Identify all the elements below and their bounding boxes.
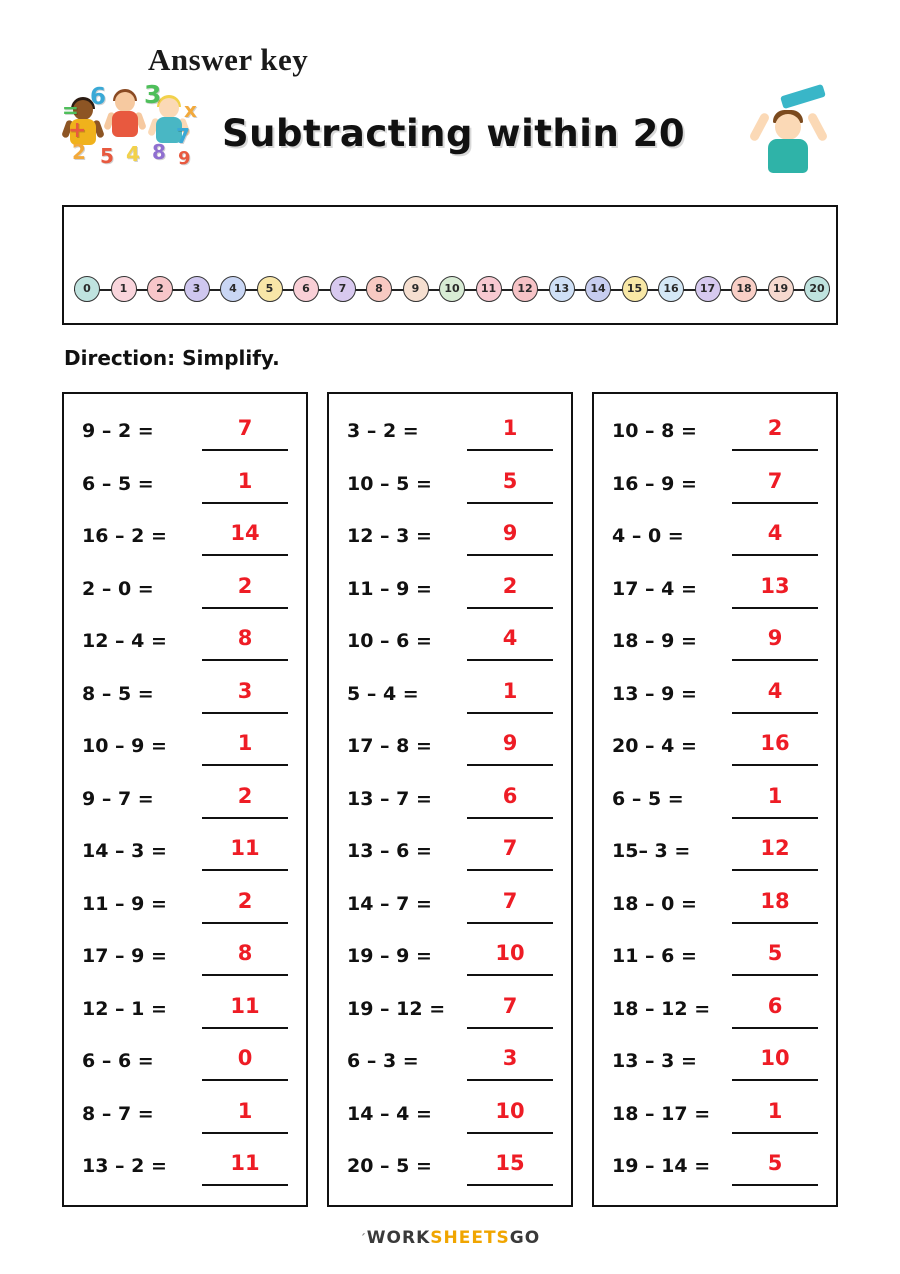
problem-expression: 12 – 4 = [82, 630, 167, 652]
problem-expression: 14 – 3 = [82, 840, 167, 862]
number-line-node-17: 17 [695, 276, 721, 302]
problem-expression: 13 – 3 = [612, 1050, 697, 1072]
answer-blank-line [202, 764, 288, 766]
answer-blank-line [732, 554, 818, 556]
logo-sheets: SHEETS [430, 1228, 510, 1248]
problem-expression: 16 – 9 = [612, 472, 697, 495]
direction-text: Direction: Simplify. [64, 346, 280, 370]
problem-expression: 11 – 6 = [612, 945, 697, 967]
problem-row [82, 620, 292, 672]
problem-row [612, 1145, 822, 1197]
decor-number-6: 6 [90, 84, 107, 110]
number-line-node-5: 5 [257, 276, 283, 302]
answer-value[interactable]: 10 [495, 941, 525, 965]
number-line-axis [74, 282, 830, 295]
number-line-node-4: 4 [220, 276, 246, 302]
number-line-node-15: 15 [622, 276, 648, 302]
number-line-node-2: 2 [147, 276, 173, 302]
answer-value[interactable]: 3 [502, 1046, 518, 1070]
problem-column-1 [62, 392, 308, 1207]
answer-blank-line [467, 502, 553, 504]
answer-blank-line [202, 1132, 288, 1134]
number-line-node-1: 1 [111, 276, 137, 302]
answer-blank-line [732, 502, 818, 504]
problem-row [347, 725, 557, 777]
answer-blank-line [732, 659, 818, 661]
problem-row [82, 725, 292, 777]
problem-expression: 4 – 0 = [612, 525, 684, 547]
answer-blank-line [732, 817, 818, 819]
page-header [0, 0, 900, 190]
answer-value[interactable]: 12 [760, 836, 790, 860]
answer-blank-line [732, 1132, 818, 1134]
answer-value[interactable]: 2 [237, 888, 253, 913]
problem-expression: 9 – 2 = [82, 420, 154, 442]
answer-blank-line [202, 1027, 288, 1029]
answer-key-label: Answer key [148, 42, 309, 77]
answer-blank-line [732, 712, 818, 714]
footer-logo [0, 1228, 900, 1248]
answer-value[interactable]: 1 [237, 1098, 253, 1123]
answer-value[interactable]: 7 [502, 888, 518, 913]
number-line-node-6: 6 [293, 276, 319, 302]
problem-expression: 20 – 5 = [347, 1155, 432, 1177]
answer-blank-line [467, 817, 553, 819]
problem-row [612, 620, 822, 672]
decor-times-symbol: x [184, 98, 197, 122]
problem-row [347, 515, 557, 567]
problem-expression: 16 – 2 = [82, 525, 167, 547]
number-line-node-3: 3 [184, 276, 210, 302]
answer-value[interactable]: 14 [230, 521, 260, 545]
problem-row [82, 463, 292, 515]
problem-row [612, 1040, 822, 1092]
answer-blank-line [202, 449, 288, 451]
decor-equals-symbol: = [62, 98, 79, 122]
problem-expression: 6 – 6 = [82, 1050, 154, 1072]
answer-blank-line [202, 607, 288, 609]
answer-blank-line [202, 712, 288, 714]
answer-blank-line [202, 817, 288, 819]
answer-value[interactable]: 8 [237, 941, 253, 965]
answer-blank-line [202, 1184, 288, 1186]
answer-value[interactable]: 1 [767, 783, 783, 808]
answer-blank-line [467, 974, 553, 976]
problem-expression: 6 – 3 = [347, 1050, 419, 1072]
answer-value[interactable]: 9 [502, 521, 518, 545]
answer-value[interactable]: 4 [767, 521, 783, 545]
answer-value[interactable]: 11 [230, 1151, 260, 1175]
decor-number-4: 4 [126, 142, 140, 166]
problem-expression: 12 – 1 = [82, 997, 167, 1020]
number-line-node-7: 7 [330, 276, 356, 302]
problem-row [82, 515, 292, 567]
problem-expression: 18 – 9 = [612, 630, 697, 652]
problem-row [347, 620, 557, 672]
problem-expression: 8 – 7 = [82, 1102, 154, 1125]
problem-expression: 14 – 7 = [347, 892, 432, 915]
answer-value[interactable]: 10 [495, 1098, 525, 1123]
number-line-node-20: 20 [804, 276, 830, 302]
problem-expression: 15– 3 = [612, 840, 691, 862]
problem-row [347, 1040, 557, 1092]
answer-value[interactable]: 9 [502, 731, 518, 755]
logo-tick: ´ [359, 1232, 367, 1246]
answer-blank-line [467, 449, 553, 451]
problem-row [82, 1093, 292, 1145]
answer-value[interactable]: 5 [767, 1151, 783, 1175]
problem-row [82, 568, 292, 620]
problem-expression: 10 – 5 = [347, 472, 432, 495]
problem-expression: 18 – 17 = [612, 1102, 711, 1125]
answer-blank-line [467, 1184, 553, 1186]
answer-value[interactable]: 4 [767, 678, 783, 703]
answer-value[interactable]: 9 [767, 626, 783, 650]
problem-expression: 10 – 9 = [82, 735, 167, 757]
problem-expression: 13 – 9 = [612, 682, 697, 705]
problem-row [612, 988, 822, 1040]
answer-blank-line [732, 1079, 818, 1081]
problem-expression: 6 – 5 = [612, 787, 684, 810]
answer-blank-line [467, 869, 553, 871]
number-line-node-14: 14 [585, 276, 611, 302]
problem-expression: 17 – 8 = [347, 735, 432, 757]
decor-plus-symbol: + [68, 118, 87, 143]
problem-expression: 10 – 8 = [612, 420, 697, 442]
answer-value[interactable]: 3 [237, 678, 253, 703]
problem-row [612, 515, 822, 567]
problem-column-2 [327, 392, 573, 1207]
answer-value[interactable]: 13 [760, 573, 790, 598]
answer-value[interactable]: 2 [237, 783, 253, 808]
problem-row [347, 1145, 557, 1197]
problem-expression: 11 – 9 = [347, 577, 432, 600]
problem-row [82, 830, 292, 882]
answer-value[interactable]: 1 [237, 468, 253, 493]
answer-value[interactable]: 4 [502, 626, 518, 650]
decor-number-8: 8 [152, 140, 166, 164]
answer-value[interactable]: 1 [502, 416, 518, 440]
answer-blank-line [467, 922, 553, 924]
answer-blank-line [467, 607, 553, 609]
problem-row [347, 935, 557, 987]
problem-row [347, 883, 557, 935]
problem-row [347, 673, 557, 725]
answer-value[interactable]: 6 [502, 783, 518, 808]
answer-value[interactable]: 2 [237, 573, 253, 598]
problem-row [612, 883, 822, 935]
answer-value[interactable]: 2 [502, 573, 518, 598]
answer-blank-line [202, 1079, 288, 1081]
problem-expression: 5 – 4 = [347, 682, 419, 705]
answer-value[interactable]: 11 [230, 993, 260, 1018]
answer-value[interactable]: 1 [237, 731, 253, 755]
answer-value[interactable]: 7 [502, 836, 518, 860]
number-line-node-16: 16 [658, 276, 684, 302]
answer-blank-line [202, 869, 288, 871]
problem-expression: 19 – 12 = [347, 997, 446, 1020]
answer-blank-line [732, 607, 818, 609]
problem-expression: 9 – 7 = [82, 787, 154, 810]
problem-row [347, 1093, 557, 1145]
problem-row [612, 778, 822, 830]
problem-row [612, 935, 822, 987]
problem-row [347, 778, 557, 830]
problem-expression: 18 – 0 = [612, 892, 697, 915]
logo-work: WORK [366, 1228, 431, 1248]
problem-row [347, 830, 557, 882]
answer-value[interactable]: 2 [767, 416, 783, 440]
answer-blank-line [467, 1027, 553, 1029]
answer-value[interactable]: 7 [237, 416, 253, 440]
answer-blank-line [467, 712, 553, 714]
answer-blank-line [467, 1132, 553, 1134]
problem-row [82, 778, 292, 830]
number-line-node-18: 18 [731, 276, 757, 302]
problem-expression: 19 – 9 = [347, 945, 432, 967]
problem-row [612, 410, 822, 462]
problem-expression: 13 – 2 = [82, 1155, 167, 1177]
answer-blank-line [732, 974, 818, 976]
problem-expression: 11 – 9 = [82, 892, 167, 915]
number-line-node-11: 11 [476, 276, 502, 302]
problem-expression: 20 – 4 = [612, 735, 697, 757]
page-title: Subtracting within 20 [222, 112, 686, 155]
problem-row [347, 988, 557, 1040]
answer-value[interactable]: 11 [230, 836, 260, 860]
answer-blank-line [467, 554, 553, 556]
decor-number-5: 5 [100, 144, 114, 168]
problem-row [347, 410, 557, 462]
decor-number-7: 7 [176, 124, 190, 148]
answer-blank-line [202, 974, 288, 976]
book-icon [780, 84, 826, 109]
answer-value[interactable]: 15 [495, 1151, 525, 1175]
problem-row [82, 883, 292, 935]
kid-figure-2 [108, 92, 142, 146]
answer-value[interactable]: 0 [237, 1046, 253, 1070]
kids-math-illustration [60, 78, 210, 178]
answer-value[interactable]: 8 [237, 626, 253, 650]
number-line-node-8: 8 [366, 276, 392, 302]
logo-go: GO [509, 1228, 541, 1248]
answer-blank-line [732, 764, 818, 766]
problem-row [347, 463, 557, 515]
answer-value[interactable]: 6 [767, 993, 783, 1018]
problem-expression: 8 – 5 = [82, 682, 154, 705]
number-line-node-0: 0 [74, 276, 100, 302]
answer-blank-line [202, 554, 288, 556]
answer-value[interactable]: 7 [502, 993, 518, 1018]
problem-row [82, 988, 292, 1040]
problem-row [347, 568, 557, 620]
problem-row [612, 673, 822, 725]
number-line-node-13: 13 [549, 276, 575, 302]
problem-expression: 3 – 2 = [347, 420, 419, 442]
problem-row [82, 935, 292, 987]
problem-expression: 2 – 0 = [82, 577, 154, 600]
problem-row [82, 1145, 292, 1197]
decor-number-2: 2 [72, 140, 86, 164]
problem-expression: 17 – 9 = [82, 945, 167, 967]
answer-blank-line [732, 1027, 818, 1029]
number-line-node-19: 19 [768, 276, 794, 302]
answer-blank-line [202, 502, 288, 504]
answer-blank-line [467, 764, 553, 766]
answer-blank-line [732, 922, 818, 924]
answer-value[interactable]: 5 [502, 468, 518, 493]
number-line-box [62, 205, 838, 325]
answer-value[interactable]: 10 [760, 1046, 790, 1070]
problem-row [612, 725, 822, 777]
problem-expression: 6 – 5 = [82, 472, 154, 495]
problem-expression: 13 – 6 = [347, 840, 432, 862]
answer-blank-line [202, 922, 288, 924]
answer-blank-line [202, 659, 288, 661]
answer-blank-line [732, 1184, 818, 1186]
answer-value[interactable]: 1 [767, 1098, 783, 1123]
problem-row [82, 1040, 292, 1092]
answer-blank-line [732, 449, 818, 451]
number-line-node-9: 9 [403, 276, 429, 302]
decor-number-9: 9 [178, 148, 191, 169]
answer-value[interactable]: 1 [502, 678, 518, 703]
problem-row [82, 410, 292, 462]
problem-expression: 13 – 7 = [347, 787, 432, 810]
problem-row [612, 568, 822, 620]
problem-expression: 14 – 4 = [347, 1102, 432, 1125]
answer-blank-line [732, 869, 818, 871]
number-line-node-10: 10 [439, 276, 465, 302]
problem-row [82, 673, 292, 725]
problem-expression: 18 – 12 = [612, 997, 711, 1020]
answer-value[interactable]: 18 [760, 888, 790, 913]
answer-blank-line [467, 1079, 553, 1081]
problem-expression: 12 – 3 = [347, 525, 432, 547]
problem-expression: 10 – 6 = [347, 630, 432, 652]
problem-row [612, 830, 822, 882]
answer-blank-line [467, 659, 553, 661]
answer-value[interactable]: 5 [767, 941, 783, 965]
decor-number-3: 3 [144, 80, 162, 109]
number-line-node-12: 12 [512, 276, 538, 302]
problem-row [612, 1093, 822, 1145]
boy-throwing-book-illustration [735, 92, 845, 182]
problem-expression: 17 – 4 = [612, 577, 697, 600]
answer-value[interactable]: 7 [767, 468, 783, 493]
problem-expression: 19 – 14 = [612, 1155, 711, 1177]
answer-value[interactable]: 16 [760, 731, 790, 755]
problem-column-3 [592, 392, 838, 1207]
problem-row [612, 463, 822, 515]
